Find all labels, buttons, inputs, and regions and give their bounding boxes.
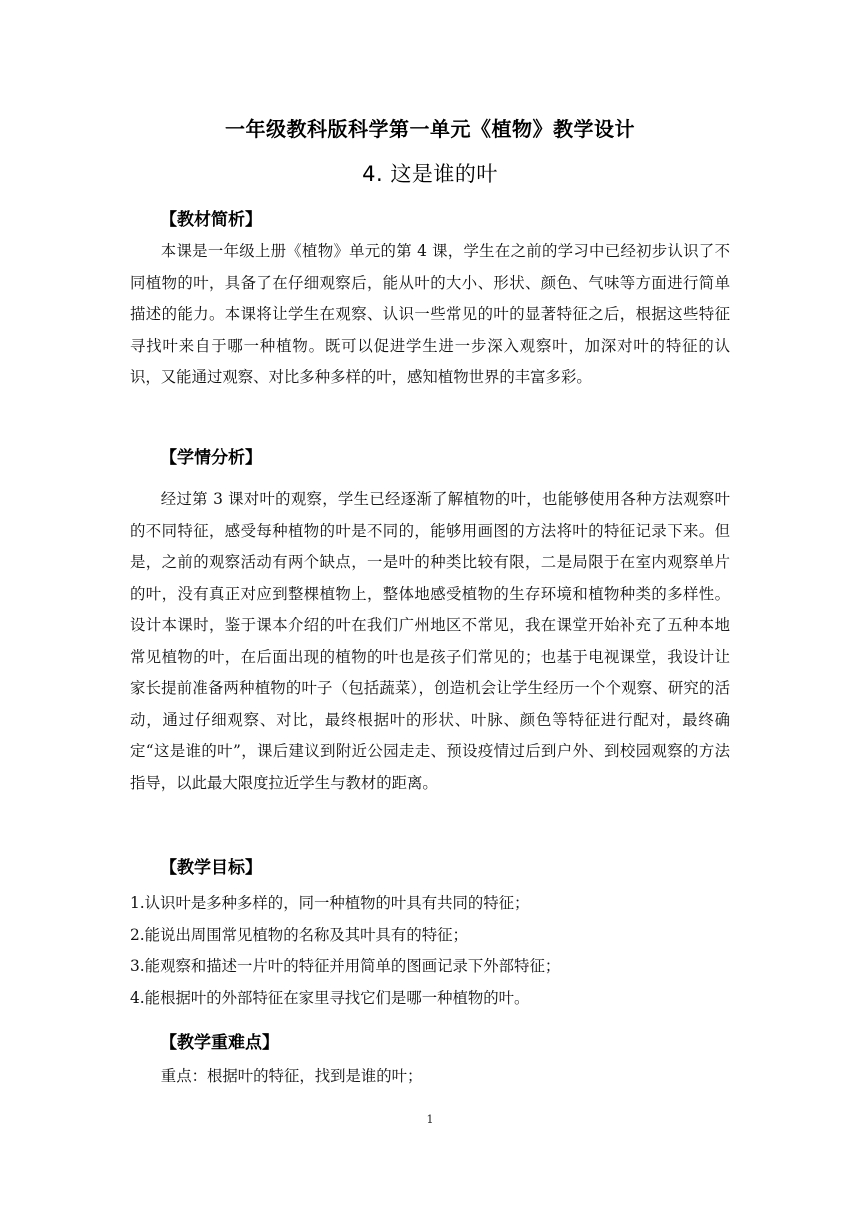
key-point-text: 重点：根据叶的特征，找到是谁的叶； <box>160 1067 423 1085</box>
heading-goals: 【教学目标】 <box>160 858 262 878</box>
heading-students: 【学情分析】 <box>160 448 262 468</box>
paragraph-students: 经过第 3 课对叶的观察，学生已经逐渐了解植物的叶，也能够使用各种方法观察叶的不同特征，感受每种植物的叶是不同的，能够用画图的方法将叶的特征记录下来。但是，之前的观察活动有两个缺点，一是叶的种类比较有限，二是局限于在室内观察单片的叶，没有真正对应到整棵植物上，整体地感受植物的生存环境和植物种类的多样性。设计本课时，鉴于课本介绍的叶在我们广州地区不常见，我在课堂开始补充了五种本地常见植物的叶，在后面出现的植物的叶也是孩子们常见的；也基于电视课堂，我设计让家长提前准备两种植物的叶子（包括蔬菜），创造机会让学生经历一个个观察、研究的活动，通过仔细观察、对比，最终根据叶的形状、叶脉、颜色等特征进行配对，最终确定“这是谁的叶”，课后建议到附近公园走走、预设疫情过后到户外、到校园观察的方法指导，以此最大限度拉近学生与教材的距离。 <box>130 490 730 792</box>
goal-item: 4.能根据叶的外部特征在家里寻找它们是哪一种植物的叶。 <box>130 988 530 1007</box>
goals-list <box>130 888 730 1014</box>
goal-item: 2.能说出周围常见植物的名称及其叶具有的特征； <box>130 925 468 944</box>
goal-item: 1.认识叶是多种多样的，同一种植物的叶具有共同的特征； <box>130 894 530 912</box>
heading-key-points: 【教学重难点】 <box>160 1033 279 1053</box>
lesson-title: 4. 这是谁的叶 <box>362 162 498 186</box>
goal-item: 3.能观察和描述一片叶的特征并用简单的图画记录下外部特征； <box>130 957 561 975</box>
document-title: 一年级教科版科学第一单元《植物》教学设计 <box>225 117 635 141</box>
paragraph-materials: 本课是一年级上册《植物》单元的第 4 课，学生在之前的学习中已经初步认识了不同植物的叶，具备了在仔细观察后，能从叶的大小、形状、颜色、气味等方面进行简单描述的能力。本课将让学生在观察、认识一些常见的叶的显著特征之后，根据这些特征寻找叶来自于哪一种植物。既可以促进学生进一步深入观察叶，加深对叶的特征的认识，又能通过观察、对比多种多样的叶，感知植物世界的丰富多彩。 <box>130 242 730 386</box>
heading-materials: 【教材简析】 <box>160 210 262 230</box>
page-number: 1 <box>426 1113 434 1126</box>
